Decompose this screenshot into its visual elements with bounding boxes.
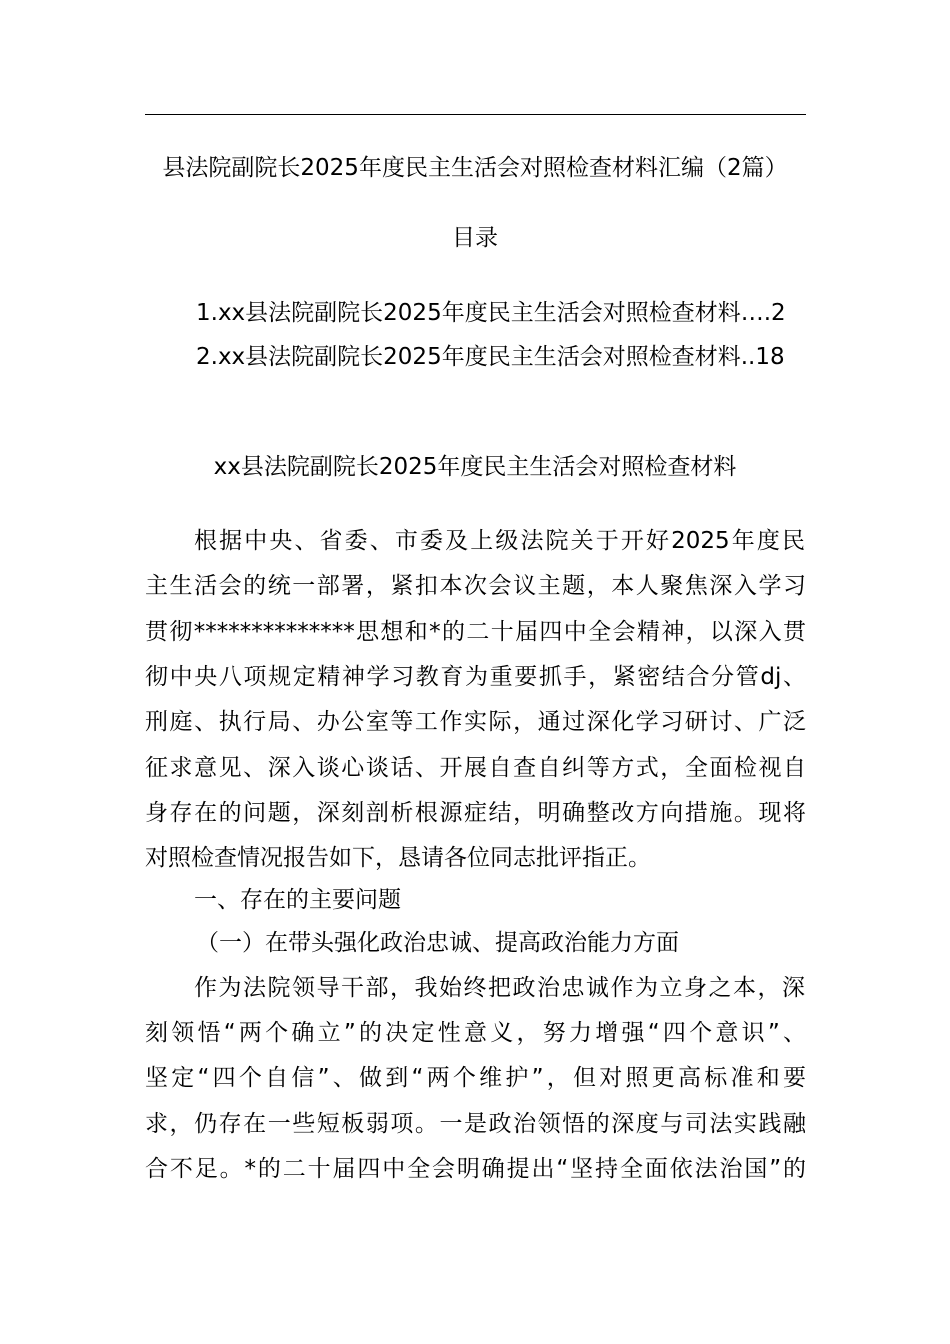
paragraph-line: 刻领悟“两个确立”的决定性意义，努力增强“四个意识”、 — [145, 1020, 806, 1046]
paragraph-line: 作为法院领导干部，我始终把政治忠诚作为立身之本，深 — [194, 975, 805, 1001]
paragraph-line: 贯彻**************思想和*的二十届四中全会精神，以深入贯 — [145, 619, 806, 645]
header-rule — [145, 114, 806, 115]
toc-heading: 目录 — [452, 225, 498, 251]
toc-entry-page: 2 — [771, 300, 786, 326]
paragraph-line: 求，仍存在一些短板弱项。一是政治领悟的深度与司法实践融 — [145, 1111, 806, 1137]
section-subtitle: xx县法院副院长2025年度民主生活会对照检查材料 — [213, 454, 737, 480]
paragraph-line: 刑庭、执行局、办公室等工作实际，通过深化学习研讨、广泛 — [145, 709, 806, 735]
paragraph-line: 根据中央、省委、市委及上级法院关于开好2025年度民 — [194, 528, 805, 554]
toc-entry-label: 1.xx县法院副院长2025年度民主生活会对照检查材料 — [196, 300, 741, 326]
subsection-heading: （一）在带头强化政治忠诚、提高政治能力方面 — [196, 930, 679, 956]
document-title: 县法院副院长2025年度民主生活会对照检查材料汇编（2篇） — [162, 155, 788, 181]
toc-entry-page: 18 — [755, 344, 785, 370]
paragraph-line: 对照检查情况报告如下，恳请各位同志批评指正。 — [145, 845, 651, 871]
toc-entry-dots: …. — [740, 300, 772, 326]
toc-entry-dots: .. — [740, 344, 756, 370]
toc-entry[interactable] — [196, 298, 786, 328]
toc-entry[interactable] — [196, 342, 785, 372]
section-heading: 一、存在的主要问题 — [194, 887, 401, 913]
toc-entry-label: 2.xx县法院副院长2025年度民主生活会对照检查材料 — [196, 344, 741, 370]
paragraph-line: 征求意见、深入谈心谈话、开展自查自纠等方式，全面检视自 — [145, 755, 806, 781]
paragraph-line: 合不足。*的二十届四中全会明确提出“坚持全面依法治国”的 — [145, 1156, 806, 1182]
paragraph-line: 彻中央八项规定精神学习教育为重要抓手，紧密结合分管dj、 — [145, 664, 806, 690]
paragraph-line: 身存在的问题，深刻剖析根源症结，明确整改方向措施。现将 — [145, 800, 806, 826]
paragraph-line: 坚定“四个自信”、做到“两个维护”，但对照更高标准和要 — [145, 1065, 806, 1091]
paragraph-line: 主生活会的统一部署，紧扣本次会议主题，本人聚焦深入学习 — [145, 573, 806, 599]
